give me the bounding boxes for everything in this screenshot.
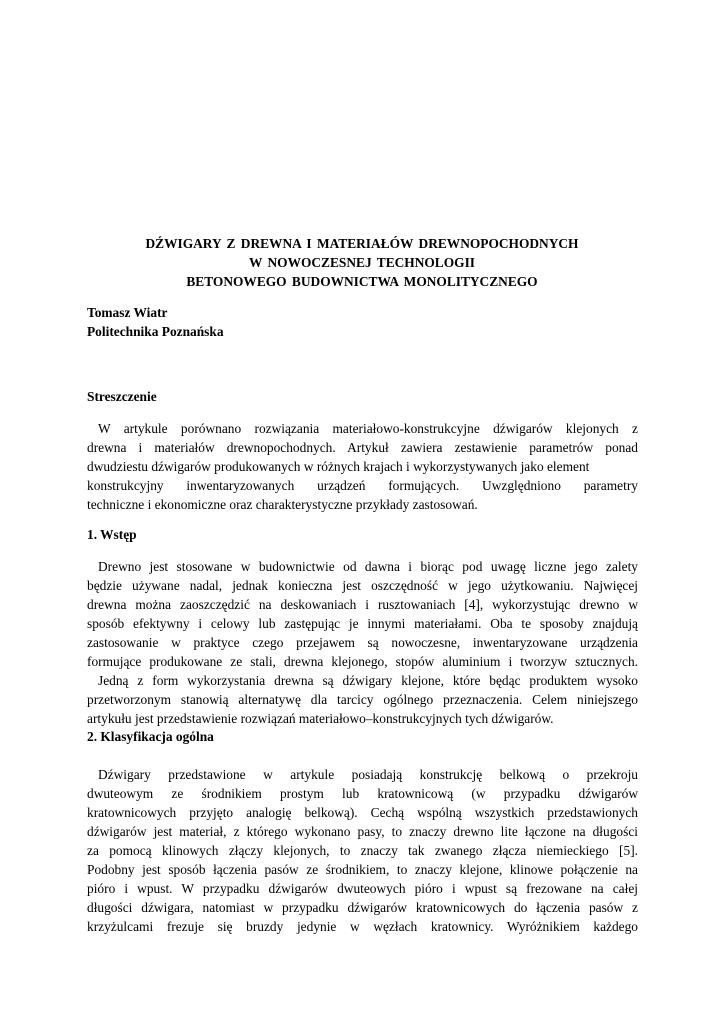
section-2-line: dwuteowym ze środnikiem prostym lub kratownicową (w przypadku dźwigarów (87, 786, 638, 801)
section-2-heading: 2. Klasyfikacja ogólna (87, 729, 214, 744)
section-2-line: Dźwigary przedstawione w artykule posiadają konstrukcję belkową o przekroju (98, 767, 638, 782)
section-1-line: zastosowanie w praktyce czego przejawem są nowoczesne, inwentaryzowane urządzenia (87, 635, 638, 650)
title-line-2: W NOWOCZESNEJ TECHNOLOGII (249, 255, 475, 270)
section-2-line: długości dźwigara, natomiast w przypadku dźwigarów kratownicowych do łączenia pasów z (87, 900, 638, 915)
section-2-line: pióro i wpust. W przypadku dźwigarów dwuteowych pióro i wpust są frezowane na całej (87, 881, 638, 896)
section-2-line: Podobny jest sposób łączenia pasów ze środnikiem, to znaczy klejone, klinowe połączenie na (87, 862, 638, 877)
abstract-line: techniczne i ekonomiczne oraz charakterystyczne przykłady zastosowań. (87, 497, 478, 512)
abstract-heading: Streszczenie (87, 389, 157, 404)
section-2-paragraph (87, 765, 638, 936)
section-1-paragraph (87, 557, 638, 728)
author-block (87, 303, 224, 341)
section-1-line: drewna można zaoszczędzić na deskowaniach i rusztowaniach [4], wykorzystując drewno w (87, 597, 638, 612)
section-1-line: artykułu jest przedstawienie rozwiązań materiałowo–konstrukcyjnych tych dźwigarów. (87, 711, 554, 726)
abstract-line: W artykule porównano rozwiązania materiałowo-konstrukcyjne dźwigarów klejonych z (98, 421, 638, 436)
title-line-1: DŹWIGARY Z DREWNA I MATERIAŁÓW DREWNOPOCHODNYCH (145, 236, 579, 251)
section-2-line: za pomocą klinowych złączy klejonych, to znaczy tak zwanego złącza niemieckiego [5]. (87, 843, 638, 858)
section-2-line: krzyżulcami frezuje się bruzdy jedynie w węzłach kratownicy. Wyróżnikiem każdego (87, 919, 638, 934)
paper-title (0, 234, 724, 291)
section-1-line: sposób efektywny i celowy lub zastępując je innymi materiałami. Oba te sposoby znajdują (87, 616, 638, 631)
section-1-line: formujące produkowane ze stali, drewna klejonego, stopów aluminium i tworzyw sztucznych. (87, 654, 638, 669)
abstract-line: dwudziestu dźwigarów produkowanych w różnych krajach i wykorzystywanych jako element (87, 459, 590, 474)
section-1-line: Jedną z form wykorzystania drewna są dźwigary klejone, które będąc produktem wysoko (98, 673, 638, 688)
section-2-line: dźwigarów jest materiał, z którego wykonano pasy, to znaczy drewno lite łączone na długości (87, 824, 638, 839)
author-name: Tomasz Wiatr (87, 305, 168, 320)
title-line-3: BETONOWEGO BUDOWNICTWA MONOLITYCZNEGO (186, 274, 538, 289)
section-1-line: Drewno jest stosowane w budownictwie od dawna i biorąc pod uwagę liczne jego zalety (98, 559, 638, 574)
abstract-line: drewna i materiałów drewnopochodnych. Artykuł zawiera zestawienie parametrów ponad (87, 440, 638, 455)
section-1-line: przetworzonym stanowią alternatywę dla tarcicy ogólnego przeznaczenia. Celem niniejszego (87, 692, 638, 707)
abstract-paragraph (87, 419, 638, 514)
section-1-line: będzie używane nadal, jednak konieczna jest oszczędność w jego użytkowaniu. Najwięcej (87, 578, 638, 593)
abstract-line: konstrukcyjny inwentaryzowanych urządzeń formujących. Uwzględniono parametry (87, 478, 638, 493)
section-2-line: kratownicowych przyjęto analogię belkową). Cechą wspólną wszystkich przedstawionych (87, 805, 638, 820)
section-1-heading: 1. Wstęp (87, 527, 137, 542)
author-affiliation: Politechnika Poznańska (87, 324, 224, 339)
